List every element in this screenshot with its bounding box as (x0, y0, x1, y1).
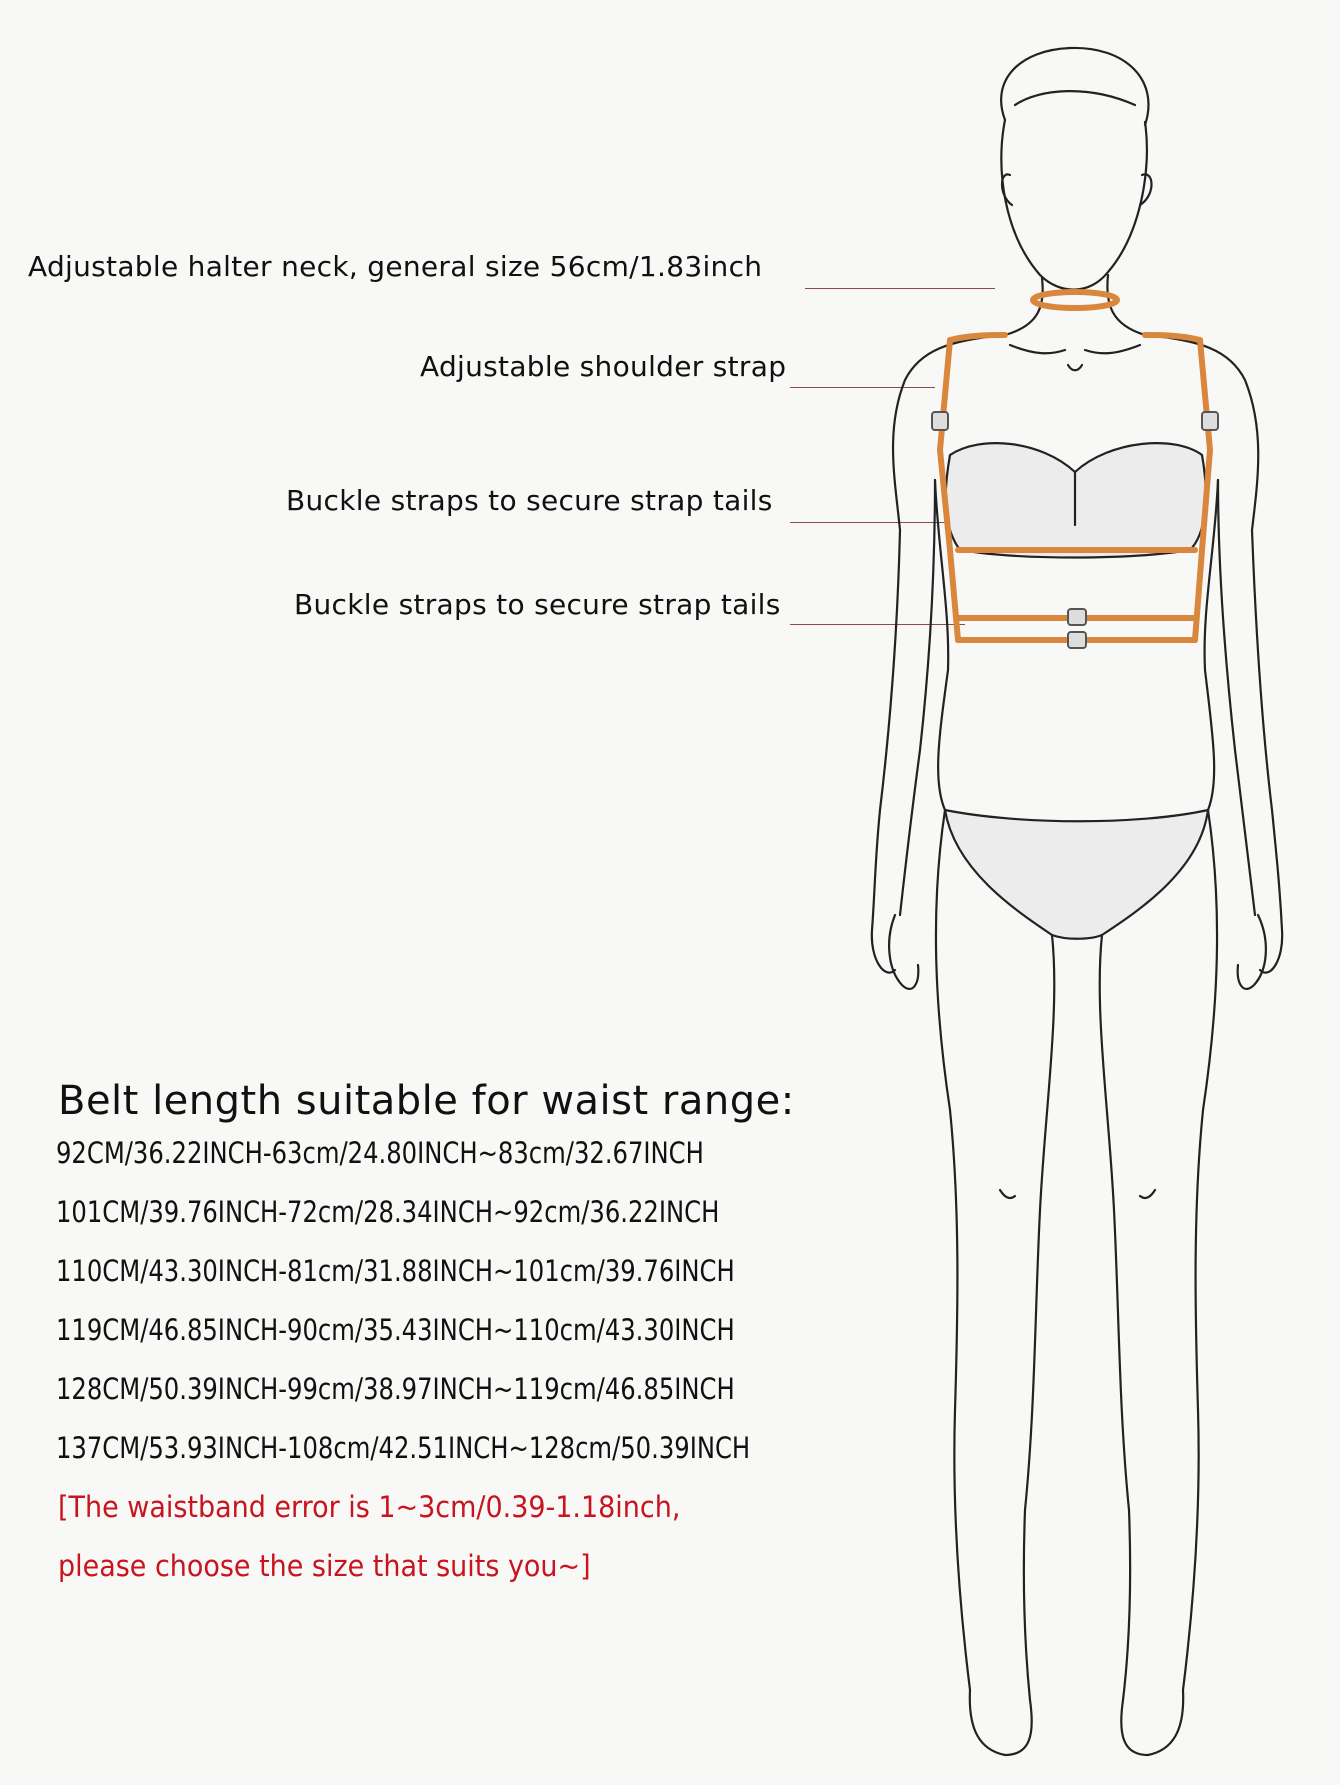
callout-buckle-straps-lower: Buckle straps to secure strap tails (294, 588, 781, 621)
callout-halter-neck: Adjustable halter neck, general size 56cm/1.83inch (28, 250, 763, 283)
size-row-110: 110CM/43.30INCH-81cm/31.88INCH~101cm/39.76INCH (56, 1254, 735, 1288)
size-row-101: 101CM/39.76INCH-72cm/28.34INCH~92cm/36.22INCH (56, 1195, 720, 1229)
waistband-error-note-line1: [The waistband error is 1~3cm/0.39-1.18inch, (58, 1490, 681, 1524)
size-chart-heading: Belt length suitable for waist range: (58, 1078, 795, 1124)
size-row-128: 128CM/50.39INCH-99cm/38.97INCH~119cm/46.85INCH (56, 1372, 735, 1406)
body-figure-illustration (840, 10, 1320, 1780)
waistband-error-note-line2: please choose the size that suits you~] (58, 1549, 591, 1583)
callout-shoulder-strap: Adjustable shoulder strap (420, 350, 787, 383)
head-icon (1001, 120, 1147, 290)
size-row-137: 137CM/53.93INCH-108cm/42.51INCH~128cm/50.39INCH (56, 1431, 751, 1465)
size-row-119: 119CM/46.85INCH-90cm/35.43INCH~110cm/43.30INCH (56, 1313, 735, 1347)
hair-icon (1001, 48, 1148, 125)
callout-buckle-straps-upper: Buckle straps to secure strap tails (286, 484, 773, 517)
size-row-92: 92CM/36.22INCH-63cm/24.80INCH~83cm/32.67INCH (56, 1136, 704, 1170)
